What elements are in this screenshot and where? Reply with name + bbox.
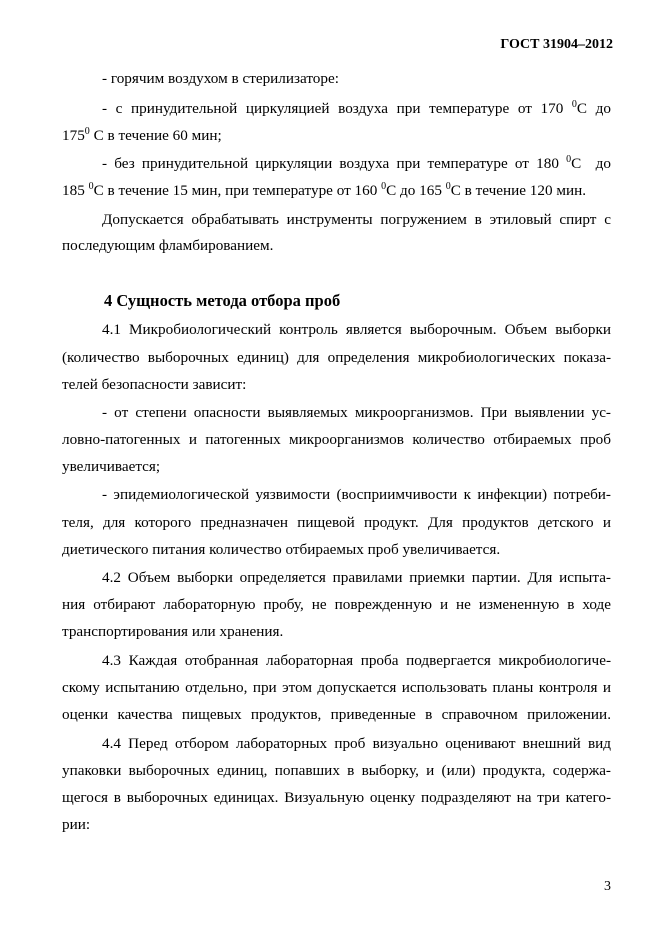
text-line: Допускается обрабатывать инструменты погружением в этиловый спирт с xyxy=(102,211,611,228)
text-line: 4.4 Перед отбором лабораторных проб визуально оценивают внешний вид xyxy=(102,735,611,752)
text-line: упаковки выборочных единиц, попавших в выборку, и (или) продукта, содержа- xyxy=(62,762,611,779)
text-line: - от степени опасности выявляемых микроорганизмов. При выявлении ус- xyxy=(102,404,611,421)
text-line: последующим фламбированием. xyxy=(62,237,274,254)
text-line: (количество выборочных единиц) для определения микробиологических показа- xyxy=(62,349,611,366)
text-line: ния отбирают лабораторную пробу, не поврежденную и не измененную в ходе xyxy=(62,596,611,613)
text-line: - горячим воздухом в стерилизаторе: xyxy=(102,70,339,87)
text-line: - эпидемиологической уязвимости (восприимчивости к инфекции) потреби- xyxy=(102,486,611,503)
text-line: теля, для которого предназначен пищевой продукт. Для продуктов детского и xyxy=(62,514,611,531)
text-line: - без принудительной циркуляции воздуха при температуре от 180 $^0$С до xyxy=(102,155,611,172)
text-line: ловно-патогенных и патогенных микроорганизмов количество отбираемых проб xyxy=(62,431,611,448)
text-line: щегося в выборочных единицах. Визуальную оценку подразделяют на три катего- xyxy=(62,789,611,806)
text-line: 4.1 Микробиологический контроль является выборочным. Объем выборки xyxy=(102,321,611,338)
text-line: 4.3 Каждая отобранная лабораторная проба подвергается микробиологиче- xyxy=(102,652,611,669)
text-line: рии: xyxy=(62,816,91,833)
text-line: оценки качества пищевых продуктов, приведенные в справочном приложении. xyxy=(62,706,611,723)
document-code: ГОСТ 31904–2012 xyxy=(500,37,613,52)
text-line: скому испытанию отдельно, при этом допускается использовать планы контроля и xyxy=(62,679,611,696)
text-line: $175^0$ С в течение 60 мин; xyxy=(62,126,222,144)
text-line: 185 $^0$С в течение 15 мин, при температуре от 160 $^0$С до 165 $^0$С в течение 120 мин. xyxy=(62,181,587,199)
text-line: 4.2 Объем выборки определяется правилами приемки партии. Для испыта- xyxy=(102,569,611,586)
text-line: транспортирования или хранения. xyxy=(62,623,284,640)
text-line: телей безопасности зависит: xyxy=(62,376,247,393)
section-heading: 4 Сущность метода отбора проб xyxy=(104,291,341,310)
text-line: увеличивается; xyxy=(62,458,161,475)
text-line: диетического питания количество отбираемых проб увеличивается. xyxy=(62,541,501,558)
text-line: - с принудительной циркуляцией воздуха при температуре от 170 $^0$С до xyxy=(102,100,611,117)
page-number: 3 xyxy=(604,879,611,894)
